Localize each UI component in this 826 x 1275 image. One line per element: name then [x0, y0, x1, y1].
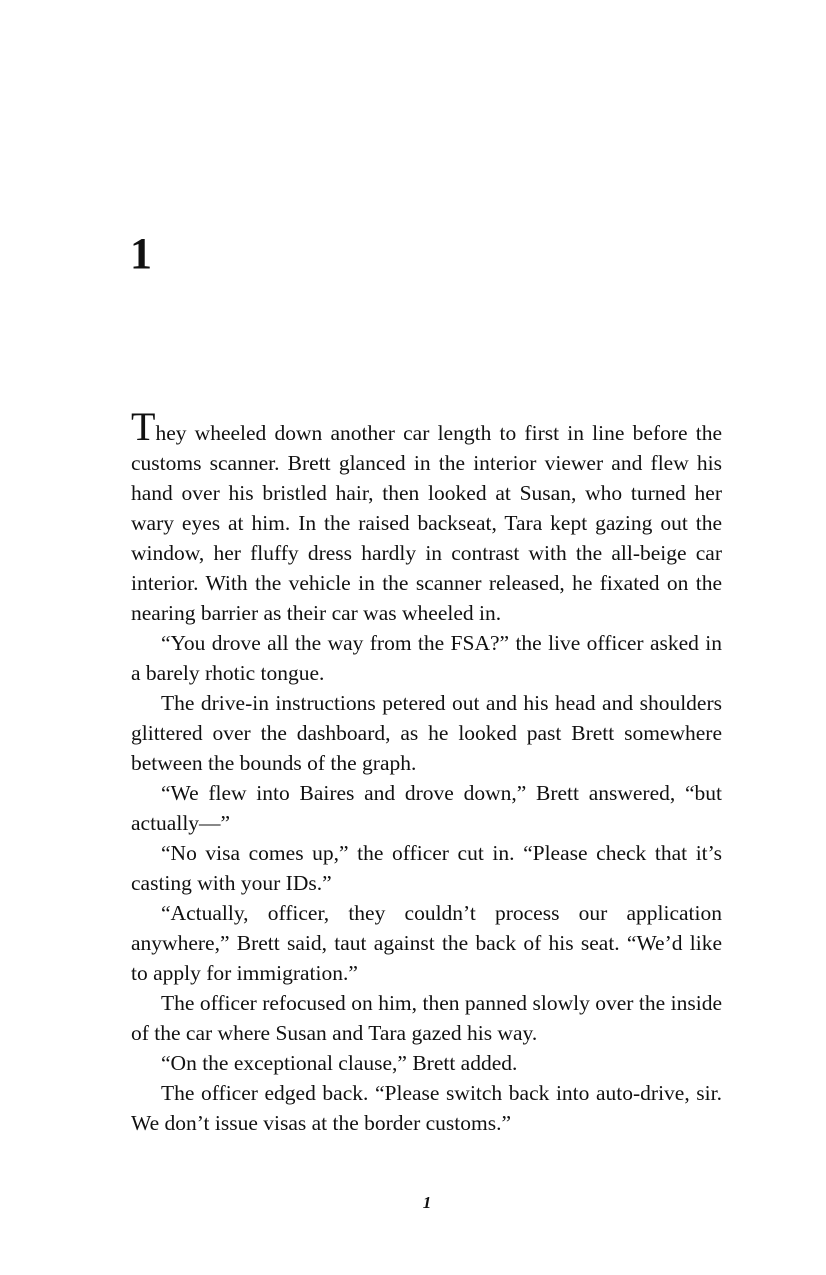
paragraph-3: The drive-in instructions petered out and his head and shoulders glittered over the dashboard, as he looked past Brett somewhere between the bounds of the graph. [131, 691, 722, 775]
chapter-number: 1 [130, 229, 152, 278]
paragraph-5: “No visa comes up,” the officer cut in. “Please check that it’s casting with your IDs.” [131, 841, 722, 895]
chapter-body [131, 404, 722, 1138]
paragraph-text: hey wheeled down another car length to first in line before the customs scanner. Brett glanced in the interior viewer and flew his hand over his bristled hair, then looked at Susan, who turned her wary eyes at him. In the raised backseat, Tara kept gazing out the window, her fluffy dress hardly in contrast with the all-beige car interior. With the vehicle in the scanner released, he fixated on the nearing barrier as their car was wheeled in. [131, 421, 722, 625]
paragraph-2: “You drove all the way from the FSA?” the live officer asked in a barely rhotic tongue. [131, 631, 722, 685]
paragraph-1 [131, 404, 722, 628]
drop-cap: T [131, 404, 156, 449]
paragraph-9: The officer edged back. “Please switch back into auto-drive, sir. We don’t issue visas at the border customs.” [131, 1081, 722, 1135]
page-number: 1 [422, 1193, 432, 1212]
paragraph-7: The officer refocused on him, then panned slowly over the inside of the car where Susan and Tara gazed his way. [131, 991, 722, 1045]
paragraph-6: “Actually, officer, they couldn’t process our application anywhere,” Brett said, taut against the back of his seat. “We’d like to apply for immigration.” [131, 901, 722, 985]
paragraph-8: “On the exceptional clause,” Brett added. [161, 1051, 518, 1075]
paragraph-4: “We flew into Baires and drove down,” Brett answered, “but actually—” [131, 781, 722, 835]
